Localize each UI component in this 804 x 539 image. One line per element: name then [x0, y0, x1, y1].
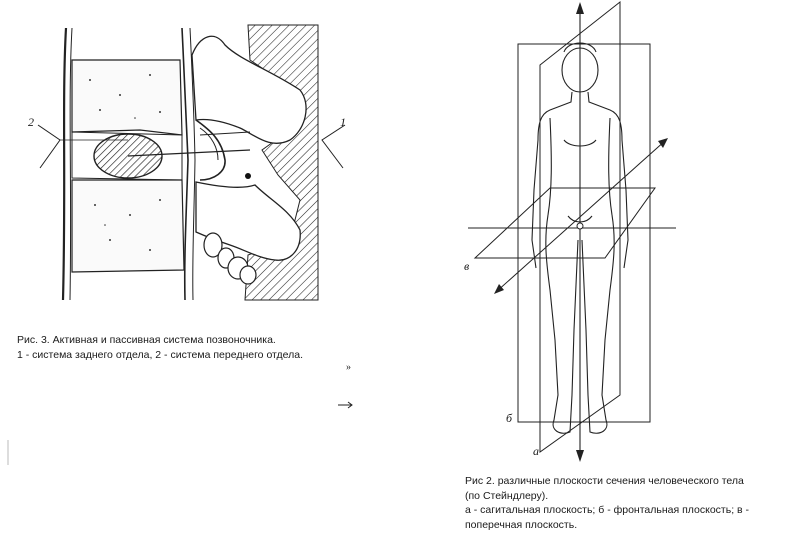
upper-vertebra	[72, 60, 182, 135]
frontal-plane	[518, 44, 650, 422]
label-a: а	[533, 444, 539, 458]
figure2-caption-line3: а - сагитальная плоскость; б - фронтальная плоскость; в -	[465, 504, 750, 516]
figure2-caption	[465, 474, 749, 532]
body-planes-illustration	[440, 0, 804, 470]
figure2-caption-line2: (по Стейндлеру).	[465, 489, 549, 502]
lower-vertebra	[72, 180, 184, 272]
svg-text:»: »	[346, 362, 351, 373]
figure3-caption-legend: 1 - система заднего отдела, 2 - система переднего отдела.	[17, 348, 304, 361]
figure2-caption-line1: Рис 2. различные плоскости сечения человеческого тела	[465, 475, 744, 487]
figure3-caption-title: Рис. 3. Активная и пассивная система позвоночника.	[17, 334, 276, 346]
label-v: в	[464, 259, 470, 273]
transverse-plane	[475, 188, 655, 258]
label-1: 1	[340, 115, 346, 129]
figure3-caption	[17, 333, 303, 362]
label-2: 2	[28, 115, 34, 129]
label-b: б	[506, 411, 513, 425]
figure2-caption-line4: поперечная плоскость.	[465, 518, 578, 531]
